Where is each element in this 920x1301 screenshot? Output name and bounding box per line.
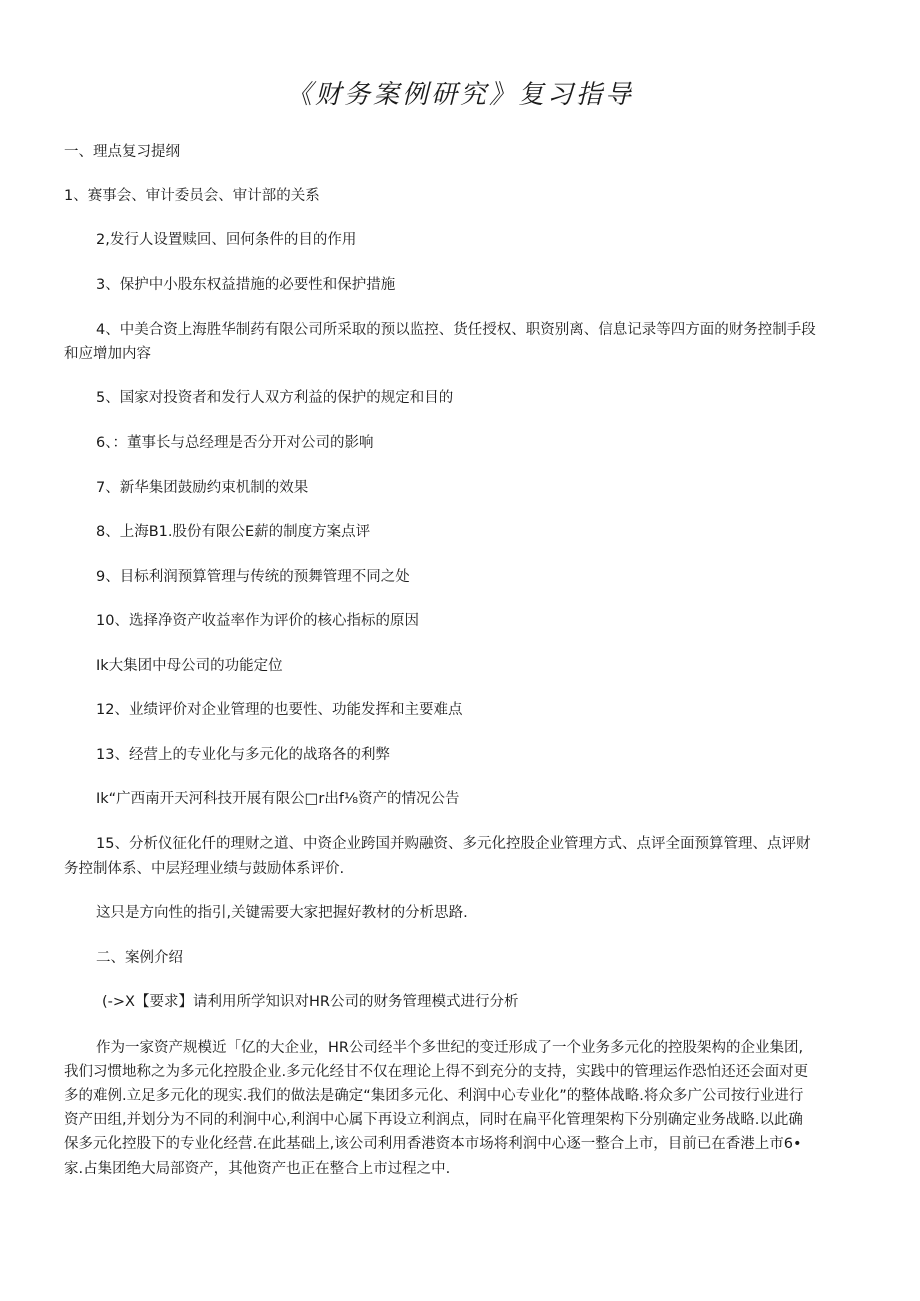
case-paragraph-line: 保多元化控股下的专业化经营.在此基础上,该公司利用香港资本市场将利润中心逐一整合上市，目前已在香港上市6• (64, 1136, 802, 1152)
case-requirement: (->X【要求】请利用所学知识对HR公司的财务管理模式进行分析 (102, 994, 519, 1010)
outline-item-6: 6、：董事长与总经理是否分开对公司的影响 (96, 435, 374, 451)
outline-item-7: 7、新华集团鼓励约束机制的效果 (96, 480, 309, 496)
outline-item-4: 4、中美合资上海胜华制药有限公司所采取的预以监控、货任授权、职资别离、信息记录等四方面的财务控制手段 (96, 322, 816, 338)
outline-item-10: 10、选择净资产收益率作为评价的核心指标的原因 (96, 613, 419, 629)
outline-item-9: 9、目标利润预算管理与传统的预舞管理不同之处 (96, 569, 410, 585)
outline-item-12: 12、业绩评价对企业管理的也要性、功能发挥和主要难点 (96, 702, 463, 718)
outline-item-15: 15、分析仪征化仟的理财之道、中资企业跨国并购融资、多元化控股企业管理方式、点评全面预算管理、点评财 (96, 836, 811, 852)
case-paragraph-line: 家.占集团绝大局部资产，其他资产也正在整合上市过程之中. (64, 1161, 451, 1177)
section-heading-review-outline: 一、理点复习提纲 (64, 144, 180, 160)
outline-item-5: 5、国家对投资者和发行人双方利益的保护的规定和目的 (96, 390, 454, 406)
document-title: 《财务案例研究》复习指导 (285, 80, 634, 110)
section-heading-case-intro: 二、案例介绍 (96, 950, 183, 966)
case-paragraph-line: 我们习惯地称之为多元化控股企业.多元化经甘不仅在理论上得不到充分的支持，实践中的管理运作恐怕还还会面对更 (64, 1064, 809, 1080)
outline-item-14: Ik“广西南开天河科技开展有限公□r出f⅛资产的情况公告 (96, 791, 460, 807)
case-paragraph-line: 多的难例.立足多元化的现实.我们的做法是确定“集团多元化、利润中心专业化”的整体战略.将众多广公司按行业进行 (64, 1088, 804, 1104)
outline-item-11: Ik大集团中母公司的功能定位 (96, 658, 283, 674)
outline-item-3: 3、保护中小股东权益措施的必要性和保护措施 (96, 277, 396, 293)
outline-item-13: 13、经营上的专业化与多元化的战珞各的利弊 (96, 747, 390, 763)
outline-item-15-continued: 务控制体系、中层羟理业绩与鼓励体系评价. (64, 861, 345, 877)
case-paragraph-line: 资产田组,并划分为不同的利涧中心,利润中心属下再设立利润点，同时在扁平化管理架构下分别确定业务战略.以此确 (64, 1112, 803, 1128)
guidance-note: 这只是方向性的指引,关键需要大家把握好教材的分析思路. (96, 905, 468, 921)
outline-item-2: 2,发行人设置赎回、回何条件的目的作用 (96, 232, 357, 248)
case-paragraph-line: 作为一家资产规模近「亿的大企业，HR公司经半个多世纪的变迁形成了一个业务多元化的控股架构的企业集团, (96, 1040, 804, 1056)
outline-item-8: 8、上海B1.股份有限公E薪的制度方案点评 (96, 524, 371, 540)
outline-item-4-continued: 和应增加内容 (64, 346, 151, 362)
outline-item-1: 1、赛事会、审计委员会、审计部的关系 (64, 188, 320, 204)
